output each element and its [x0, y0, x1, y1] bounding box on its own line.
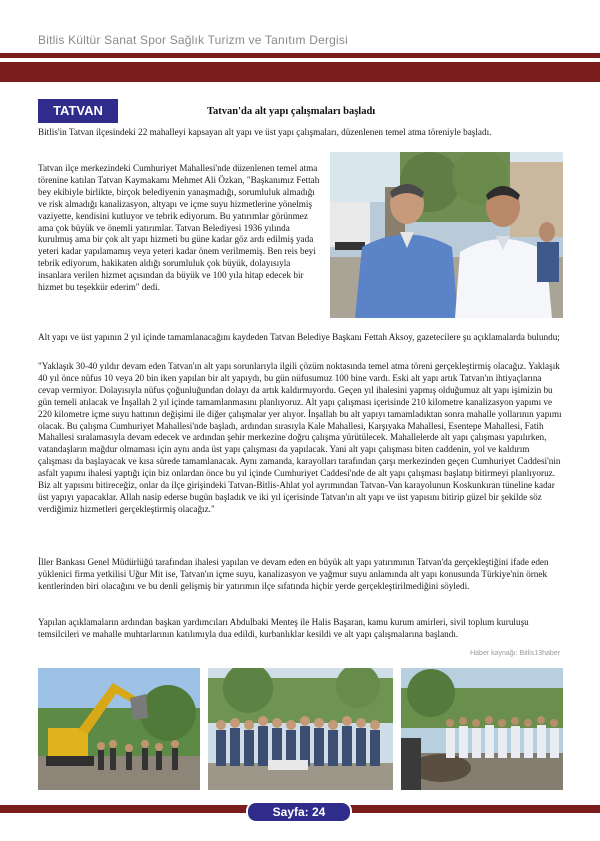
- article-paragraph-2: Alt yapı ve üst yapının 2 yıl içinde tamamlanacağını kaydeden Tatvan Belediye Başkanı Fettah Aksoy, gazetecilere şu açıklamalarda bulundu;: [38, 332, 560, 342]
- article-paragraph-3: "Yaklaşık 30-40 yıldır devam eden Tatvan'ın alt yapı sorunlarıyla ilgili çözüm noktasında temel atma töreni gerçekleştirmiş olacağız. Yaklaşık 40 yıl önce nüfus 10 veya 20 bin iken yapılan bir alt yapıydı, bu gün nüfusumuz 100 bine vardı. Eski alt yapı artık Tatvan'ın ihtiyaçlarına cevap vermiyor. Dolayısıyla nüfus çoğunluğundan dolayı da artık kaldırmıyordu. Geçen yıl ihalesini yapmış olduğumuz alt yapı işimizin bu gün temeli atılacak ve İnşallah 2 yıl içinde tamamlanmasını planlıyoruz. Alt yapı çalışması içerisinde 210 kilometre kanalizasyon yapımı ve 220 kilometre içme suyu hattının değişimi ile diğer çalışmalar yer alıyor. İnşallah bu alt yapıyı tamamladıktan sonra mahalle yollarının yapımı olacak. Bu çalışma Cumhuriyet Mahallesi'nde başladı, ardından sırasıyla Kale Mahallesi, Karşıyaka Mahallesi, Esentepe Mahallesi, Fatih Mahallesi sıralamasıyla devam edecek ve ardından şehir merkezine doğru çalışma yürütülecek. Mahallelerde alt yapı çalışması yapılırken, vatandaşların mağdur olmaması için aynı anda üst yapı çalışması da yapılacak. Yani alt yapı çalışması biten caddenin, yol ve kaldırım çalışması da başlayacak ve kısa sürede tamamlanacak. Aynı zamanda, karayolları tarafından çarşı merkezinden geçen Cumhuriyet Caddesi'nin asfalt yapımı ihalesi yaptığı için biz onlardan önce bu yıl içinde Cumhuriyet Caddesi'nde de alt yapı çalışması başlatıp bitirmeyi planlıyoruz. Biz alt yapısını bitireceğiz, onlar da ilçe girişindeki Tatvan-Bitlis-Ahlat yol ayrımından Tatvan-Van karayolunun Koskunkıran tüneline kadar üst yapıyı yapacaklar. Allah nasip ederse bugün başladık ve iki yıl içerisinde Tatvan'ın alt yapı ve üst yapısını bitirip güzel bir şekilde söz verdiğimiz hizmetleri gerçekleştirmiş olacağız.": [38, 361, 562, 514]
- excavator-photo: [38, 668, 200, 790]
- group-photo: [208, 668, 393, 790]
- article-paragraph-1: Tatvan ilçe merkezindeki Cumhuriyet Mahallesi'nde düzenlenen temel atma törenine katılan Tatvan Kaymakamı Mehmet Ali Özkan, "Başkanımız Fettah bey ekibiyle birlikte, birçok belediyenin yanaşmadığı, sorumluluk almadığı ve risk almadığı kanalizasyon, altyapı ve içme suyu hizmetlerine yönelmiş vaziyette, kendisini kutluyor ve tebrik ediyorum. Bu yatırımlar görünmez ama çok büyük ve önemli yatırımlar. Tatvan Belediyesi 1936 yılında kurulmuş ama bir çok alt yapı hizmeti bu güne kadar göz ardı edilmiş yada yeteri kadar yapılamamış veya yeteri kadar önem verilmemiş. Ben reis beyi tebrik ediyorum, hakikaten aldığı sorumluluk çok büyük, dolayısıyla insanlara verilen hizmet açısından da büyük ve 100 yıla hitap edecek bir hizmet bu teşekkür ederim" dedi.: [38, 163, 320, 293]
- magazine-title: Bitlis Kültür Sanat Spor Sağlık Turizm ve Tanıtım Dergisi: [38, 33, 348, 47]
- article-lead: Bitlis'in Tatvan ilçesindeki 22 mahalleyi kapsayan alt yapı ve üst yapı çalışmaları, düzenlenen temel atma töreniyle başladı.: [38, 127, 492, 137]
- article-paragraph-5: Yapılan açıklamaların ardından başkan yardımcıları Abdulbaki Menteş ile Halis Başaran, kamu kurum amirleri, sivil toplum kuruluşu temsilcileri ve mahalle muhtarlarının katılımıyla dua edildi, kurbanlıklar kesildi ve alt yapı çalışmalarına başlandı.: [38, 617, 529, 639]
- news-source: Haber kaynağı: Bitlis13haber: [470, 650, 560, 657]
- page-number: Sayfa: 24: [246, 801, 352, 823]
- section-badge: TATVAN: [38, 99, 118, 123]
- officials-photo: [330, 152, 563, 318]
- header-rule-thick: [0, 62, 600, 82]
- header-rule-thin: [0, 53, 600, 58]
- ceremony-photo: [401, 668, 563, 790]
- article-paragraph-4: İller Bankası Genel Müdürlüğü tarafından ihalesi yapılan ve devam eden en büyük alt yapı yatırımının Tatvan'da gerçekleştiğini ifade eden yüklenici firma yetkilisi Uğur Mit ise, Tatvan'ın içme suyu, kanalizasyon ve yağmur suyu anlamında alt yapı konusunda Türkiye'nin örnek kentlerinden biri olacağını ve bu denli gelişmiş bir yatırımın ilçe sıfatında hiçbir yerde gerçekleştirilmediğini söyledi.: [38, 557, 549, 591]
- article-title: Tatvan'da alt yapı çalışmaları başladı: [207, 106, 376, 117]
- masthead: [0, 0, 600, 54]
